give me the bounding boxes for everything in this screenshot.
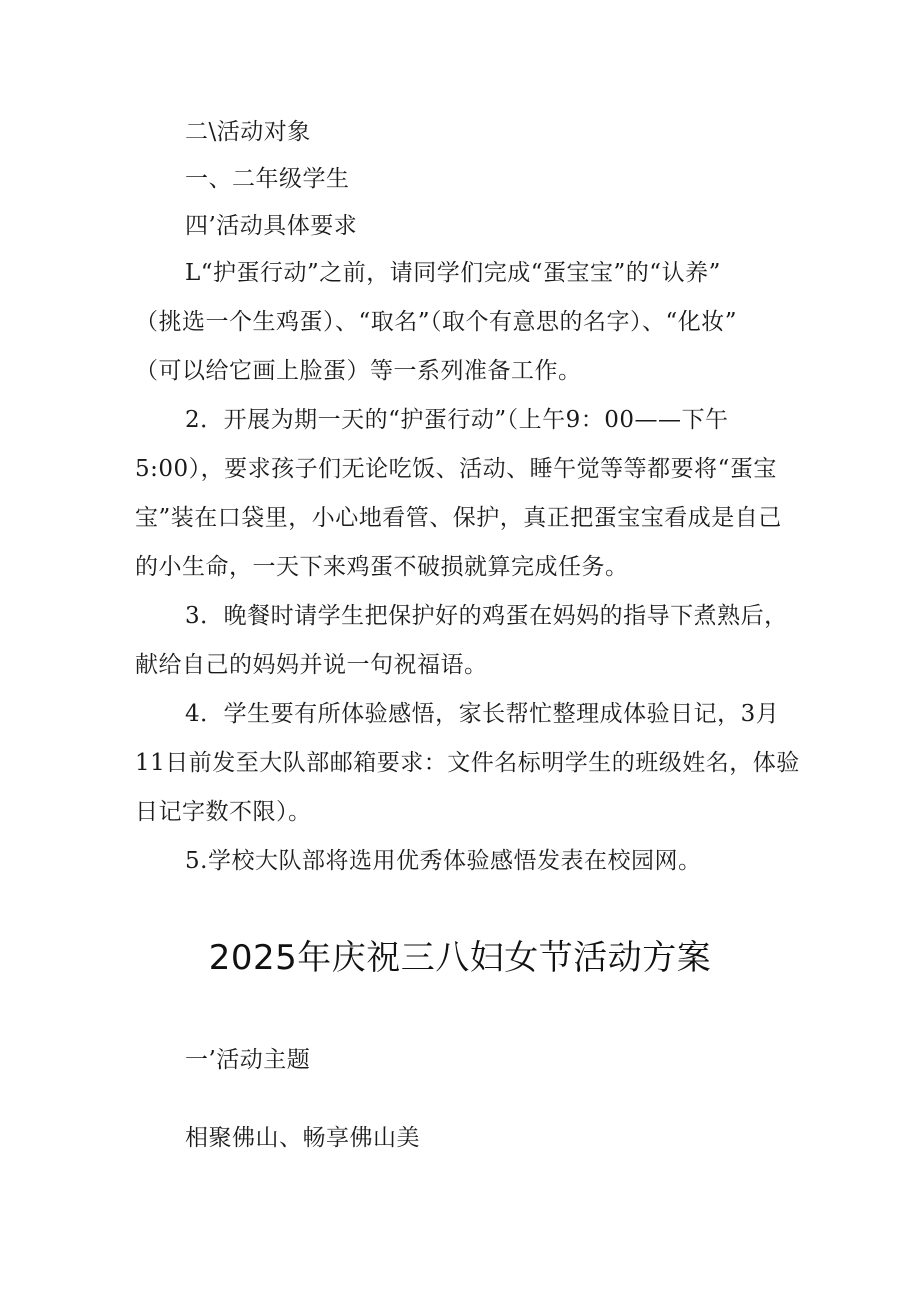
requirement-3-line-2: 献给自己的妈妈并说一句祝福语。 [135,652,488,678]
requirement-3-line-1: 3．晚餐时请学生把保护好的鸡蛋在妈妈的指导下煮熟后， [185,603,788,629]
requirement-5: 5.学校大队部将选用优秀体验感悟发表在校园网。 [185,848,702,874]
requirement-2-line-1: 2．开展为期一天的“护蛋行动”（上午9：00——下午 [185,407,729,433]
activity-target-value: 一、二年级学生 [185,166,350,192]
activity-theme-value: 相聚佛山、畅享佛山美 [185,1125,420,1151]
requirement-4-line-3: 日记字数不限）。 [135,799,312,825]
requirement-1-line-1: L“护蛋行动”之前，请同学们完成“蛋宝宝”的“认养” [185,260,721,286]
requirement-4-line-2: 11日前发至大队部邮箱要求：文件名标明学生的班级姓名，体验 [135,750,800,776]
heading-activity-target: 二\活动对象 [185,119,311,145]
heading-activity-requirements: 四’活动具体要求 [185,213,358,239]
requirement-2-line-2: 5:00），要求孩子们无论吃饭、活动、睡午觉等等都要将“蛋宝 [135,456,777,482]
heading-activity-theme: 一’活动主题 [185,1047,311,1073]
requirement-2-line-3: 宝”装在口袋里，小心地看管、保护，真正把蛋宝宝看成是自己 [135,505,782,531]
requirement-4-line-1: 4．学生要有所体验感悟，家长帮忙整理成体验日记，3月 [185,701,780,727]
requirement-2-line-4: 的小生命，一天下来鸡蛋不破损就算完成任务。 [135,554,629,580]
requirement-1-line-2: （挑选一个生鸡蛋）、“取名”（取个有意思的名字）、“化妆” [135,309,738,335]
document-title: 2025年庆祝三八妇女节活动方案 [208,938,712,978]
requirement-1-line-3: （可以给它画上脸蛋）等一系列准备工作。 [135,358,582,384]
